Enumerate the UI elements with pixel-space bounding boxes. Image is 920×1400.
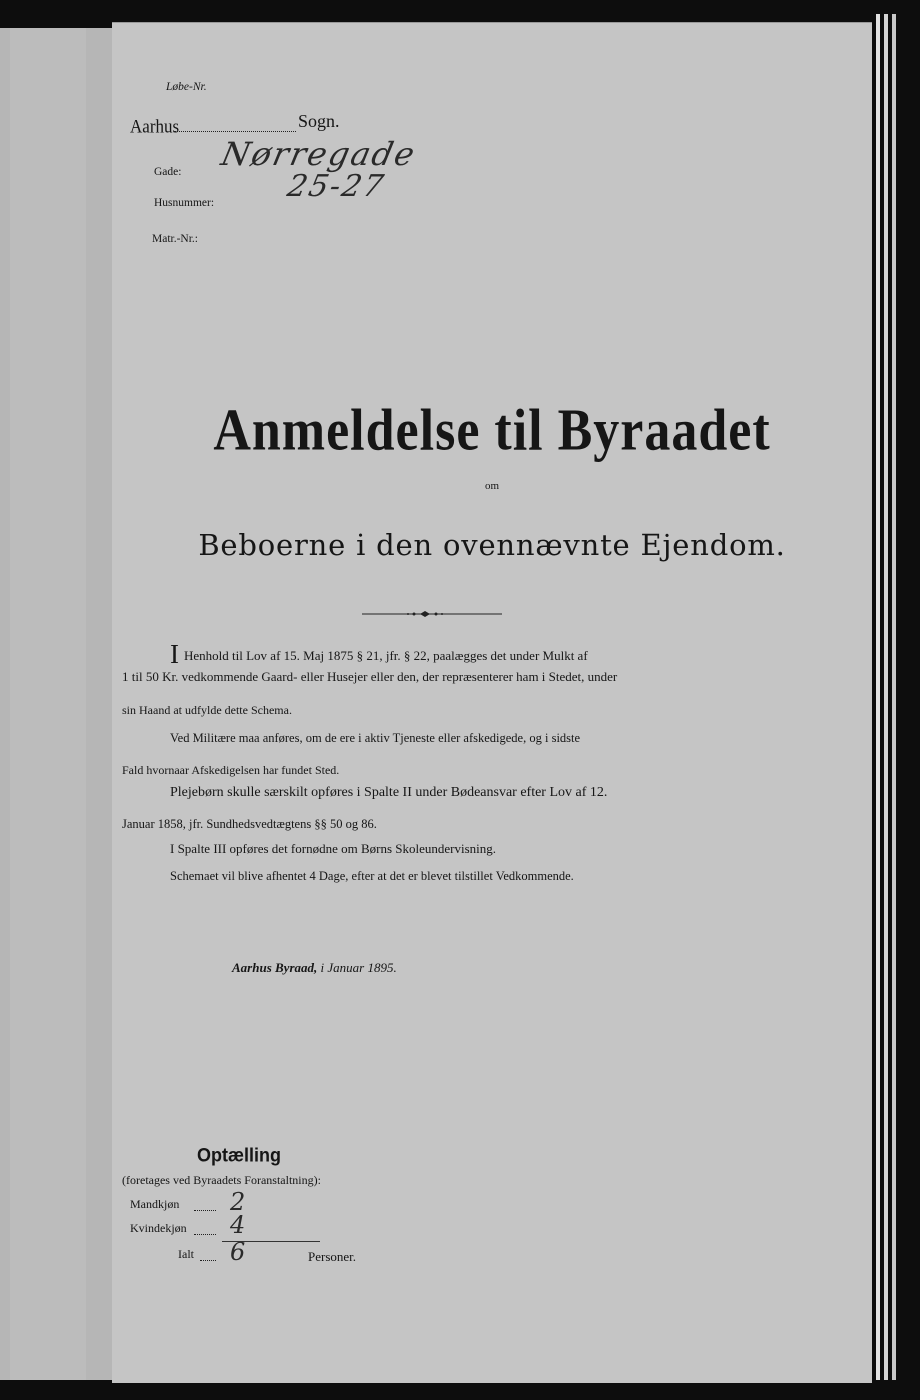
- title-connector: om: [484, 480, 500, 492]
- document-page: [112, 22, 872, 1383]
- husnummer-label: Husnummer:: [154, 197, 215, 209]
- gade-label: Gade:: [154, 166, 182, 178]
- drop-cap: I: [170, 639, 179, 669]
- ialt-label: Ialt: [178, 1247, 194, 1261]
- matr-nr-label: Matr.-Nr.:: [152, 233, 198, 245]
- paragraph-1-line-3: sin Haand at udfylde dette Schema.: [122, 703, 292, 717]
- aarhus-label: Aarhus: [130, 116, 180, 137]
- count-note: (foretages ved Byraadets Foranstaltning):: [122, 1173, 321, 1187]
- paragraph-2-line-1: Ved Militære maa anføres, om de ere i aktiv Tjeneste eller afskedigede, og i sidste: [170, 731, 581, 745]
- signature-line: [232, 960, 397, 976]
- kvindekjon-dotline: [194, 1234, 216, 1235]
- sogn-dotline: [174, 131, 296, 132]
- ialt-dotline: [200, 1260, 216, 1261]
- page-stack-edge: [876, 14, 880, 1380]
- mandkjon-label: Mandkjøn: [130, 1197, 180, 1211]
- ornament-divider: [362, 611, 502, 617]
- page-stack-edge: [892, 14, 896, 1380]
- kvindekjon-label: Kvindekjøn: [130, 1221, 187, 1235]
- personer-label: Personer.: [308, 1249, 357, 1264]
- ialt-value: 6: [230, 1238, 246, 1266]
- sogn-label: Sogn.: [298, 111, 340, 131]
- signature-date: i Januar 1895.: [320, 960, 397, 975]
- paragraph-2-line-2: Fald hvornaar Afskedigelsen har fundet Sted.: [122, 763, 340, 777]
- paragraph-1-text: Henhold til Lov af 15. Maj 1875 § 21, jfr. § 22, paalægges det under Mulkt af: [184, 648, 588, 663]
- paragraph-1-line-1: [170, 639, 588, 670]
- gade-handwritten: Nørregade: [217, 135, 420, 173]
- count-title: Optælling: [197, 1143, 281, 1166]
- page-stack-edge: [884, 14, 888, 1380]
- lobe-nr-label: Løbe-Nr.: [166, 81, 207, 93]
- mandkjon-value: 2: [230, 1188, 246, 1216]
- paragraph-5: Schemaet vil blive afhentet 4 Dage, efter at det er blevet tilstillet Vedkommende.: [170, 869, 574, 883]
- husnummer-handwritten: 25-27: [284, 169, 389, 204]
- paragraph-1-line-2: 1 til 50 Kr. vedkommende Gaard- eller Husejer eller den, der repræsenterer ham i Stedet, under: [122, 669, 618, 684]
- paragraph-3-line-2: Januar 1858, jfr. Sundhedsvedtægtens §§ 50 og 86.: [122, 817, 377, 831]
- kvindekjon-value: 4: [230, 1211, 246, 1239]
- document-title: Anmeldelse til Byraadet: [213, 397, 771, 464]
- left-page-edge: [0, 28, 115, 1380]
- mandkjon-dotline: [194, 1210, 216, 1211]
- signature-org: Aarhus Byraad,: [232, 960, 318, 975]
- paragraph-3-line-1: Plejebørn skulle særskilt opføres i Spalte II under Bødeansvar efter Lov af 12.: [170, 785, 608, 800]
- document-subtitle: Beboerne i den ovennævnte Ejendom.: [198, 528, 786, 562]
- paragraph-4: I Spalte III opføres det fornødne om Børns Skoleundervisning.: [170, 841, 497, 856]
